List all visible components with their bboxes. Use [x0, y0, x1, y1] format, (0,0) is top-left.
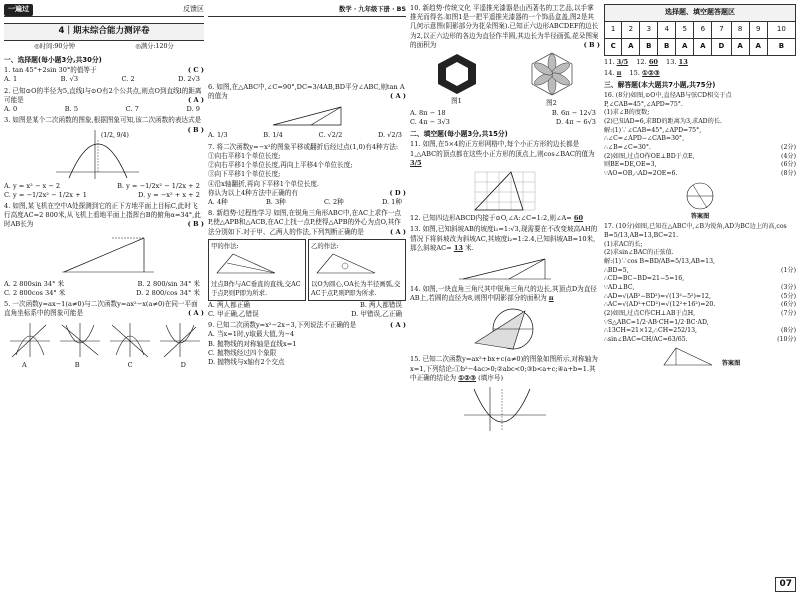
- key-answer: A: [694, 39, 712, 56]
- key-answer: D: [712, 39, 731, 56]
- question-text: 17. (10分)如图,已知在△ABC中,∠B为锐角,AD为BC边上的高,cos B=5/13,AB=13,BC=21.: [604, 223, 787, 240]
- step-row: [604, 170, 796, 179]
- points: (6分): [781, 161, 796, 169]
- option-d: D. 抛物线与x轴有2个交点: [208, 358, 285, 367]
- option-c: C. 2 800cos 34° 米: [4, 288, 66, 297]
- vertex-label: (1/2, 9/4): [100, 131, 129, 139]
- question-text: 11. 如图,在5×4的正方形网格中,每个小正方形的边长都是1,△ABC的顶点都在这些小正方形的顶点上,则cos∠BAC的值为: [410, 140, 595, 158]
- options: [208, 198, 406, 207]
- column-2: [208, 4, 406, 369]
- options: [208, 131, 406, 140]
- answer-blank: 3/5: [410, 158, 422, 167]
- answer-mark: ( B ): [187, 125, 204, 134]
- key-number: 8: [731, 22, 749, 39]
- key-answer: A: [622, 39, 640, 56]
- step: ∵AD⊥BC,: [604, 284, 635, 292]
- step-row: [604, 301, 796, 310]
- step: (2)已知AD=6,求BD的距离为3,求AD的长.: [604, 117, 722, 125]
- option-b: B. 5: [64, 105, 79, 114]
- option-a: A. 两人都正确: [208, 300, 250, 309]
- key-number: 9: [749, 22, 767, 39]
- key-number: 7: [712, 22, 731, 39]
- step-row: [604, 267, 796, 276]
- circle-triangle-figure: [465, 305, 545, 353]
- question-13: [410, 225, 600, 283]
- method-2: ②向右平移1个单位长度,再向上平移4个单位长度;: [208, 161, 353, 170]
- page-header: [4, 4, 204, 17]
- step: ∴13CH=21×12,∴CH=252/13,: [604, 327, 698, 335]
- step: ∴AC=√(AD²+CD²)=√(12²+16²)=20.: [604, 301, 716, 309]
- exam-info: [4, 43, 204, 52]
- fill-value: π: [616, 69, 622, 78]
- book-meta: 数学 · 九年级下册 · BS: [339, 5, 406, 13]
- question-2: [4, 87, 204, 115]
- question-6: [208, 83, 406, 141]
- step: ∴∠B=∠C=30°.: [604, 143, 651, 151]
- question-9: [208, 321, 406, 367]
- question-text: 2. 已知⊙O的半径为5,直线l与⊙O有2个公共点,则点O到直线l的距离可能是: [4, 86, 202, 104]
- question-4: [4, 202, 204, 298]
- question-text: 14. 如图,一块直角三角尺其中锐角三角尺的边长,其顶点D为直径AB上,若圆的直径为8,则图中阴影部分的面积为: [410, 285, 597, 303]
- column-3: [410, 4, 600, 435]
- question-text: 1. tan 45°+2sin 30°的值等于: [4, 66, 97, 75]
- fill-11: [604, 58, 628, 67]
- option-c: C. 抛物线经过四个象限: [208, 348, 277, 357]
- step: (2)求sin∠BAC的正弦值.: [604, 249, 674, 257]
- question-text: 8. 新趋势·过程性学习 如图,在锐角三角形ABC中,在AC上求作一点P,使△APB和△ACB,在AC上找一点P,使得△APB的外心为点O,其作法分别如下.对于甲、乙两人的作法,下列判断正确的是: [208, 209, 402, 236]
- options: [4, 280, 204, 289]
- question-3: [4, 116, 204, 200]
- answer-mark: ( A ): [390, 321, 406, 330]
- step-row: [604, 144, 796, 153]
- fill-value: ①②③: [642, 69, 660, 78]
- fill-label: 15.: [629, 69, 640, 78]
- question-17: [604, 223, 796, 368]
- step: ∵S△ABC=1/2·AB·CH=1/2·BC·AD,: [604, 318, 709, 326]
- parabola-figure: [51, 128, 141, 180]
- page-number: 07: [775, 577, 796, 592]
- option-b: B. 抛物线的对称轴是直线x=1: [208, 339, 297, 348]
- option-a: A. 0: [4, 105, 18, 114]
- key-answer: A: [676, 39, 694, 56]
- option-c: C. 2种: [323, 197, 344, 206]
- figure-row: [410, 50, 600, 108]
- points: (5分): [781, 292, 796, 300]
- options: [4, 191, 204, 200]
- key-number: 10: [767, 22, 795, 39]
- key-number: 4: [658, 22, 676, 39]
- step: 解:(1)∵cos B=BD/AB=5/13,AB=13,: [604, 258, 715, 266]
- option-a: A. 当x=1时,y取最大值,为−4: [208, 330, 295, 339]
- step: ∴BD=5,: [604, 266, 629, 274]
- options: [4, 75, 204, 84]
- step: ∵AO=OB,∴AD=2OE=6.: [604, 170, 678, 177]
- answer-mark: ( B ): [187, 220, 204, 229]
- step: ∴∠C=∠APD−∠CAB=30°,: [604, 135, 685, 143]
- fill-15: [629, 69, 659, 78]
- question-16: [604, 92, 796, 221]
- page-title: 4｜期末综合能力测评卷: [4, 23, 204, 41]
- option-d: D. 2 800/cos 34° 米: [136, 288, 200, 297]
- answer-mark: ( C ): [187, 66, 204, 75]
- option-a: A. 4种: [208, 197, 228, 206]
- triangle-figure-b: [311, 251, 381, 277]
- option-d: D. 甲错误,乙正确: [351, 309, 402, 318]
- key-number: 2: [622, 22, 640, 39]
- answer-circle-figure: [675, 181, 725, 211]
- key-answer: B: [640, 39, 658, 56]
- column-1: [4, 4, 204, 372]
- fill-label: 12.: [636, 58, 647, 66]
- option-a: A. 2 800sin 34° 米: [4, 279, 65, 288]
- question-tail: 米.: [465, 243, 474, 252]
- box-title: 甲的作法:: [211, 241, 239, 250]
- options: [4, 289, 204, 298]
- question-text: 3. 如图是某个二次函数的图象,根据图象可知,该二次函数的表达式是: [4, 116, 202, 125]
- method-boxes: [208, 239, 406, 301]
- step: (1)求AC的长;: [604, 240, 643, 248]
- answer-figure-caption: 答案图: [721, 360, 741, 368]
- figure-2: [527, 50, 577, 108]
- page-header-right: [208, 4, 406, 17]
- answer-mark: ( B ): [583, 40, 600, 49]
- option-a: A. 8π − 18: [410, 108, 446, 117]
- option-b: B. 6π − 12√3: [551, 108, 596, 117]
- options: [410, 118, 600, 127]
- option-b: B: [74, 360, 80, 369]
- step-row: [604, 336, 796, 345]
- fill-value: 3/5: [616, 58, 629, 66]
- fill-answers-row-2: [604, 69, 796, 78]
- options: [4, 361, 204, 370]
- method-3: ③向下平移1个单位长度;: [208, 170, 281, 179]
- option-d: D. y = −x² + x + 2: [138, 190, 200, 199]
- question-10: [410, 4, 600, 127]
- answer-figure-row: [604, 345, 796, 369]
- key-answer: A: [749, 39, 767, 56]
- option-c: C. 甲正确,乙错误: [208, 309, 259, 318]
- question-5: [4, 300, 204, 370]
- brand-logo: 一遍过: [4, 4, 33, 16]
- fill-label: 11.: [604, 58, 615, 66]
- option-c: C. 7: [125, 105, 139, 114]
- question-tail: 你认为以上4种方法中正确的有: [208, 188, 298, 197]
- points: (8分): [781, 170, 796, 177]
- method-4: ④沿x轴翻折,再向下平移1个单位长度.: [208, 179, 320, 188]
- key-number: 3: [640, 22, 658, 39]
- option-c: C. y = −1/2x² − 1/2x + 1: [4, 190, 87, 199]
- box-text: 以O为圆心,OA长为半径画弧,交AC于点P,则P即为所求.: [311, 279, 401, 297]
- key-answer: B: [658, 39, 676, 56]
- grid-figure: [470, 170, 540, 212]
- answer-blank: π: [548, 294, 554, 303]
- option-d: D. 4π − 6√3: [555, 117, 596, 126]
- fill-answers-row-1: [604, 58, 796, 67]
- fill-12: [636, 58, 658, 67]
- hexagon-box-figure: [434, 52, 480, 94]
- answer-mark: ( A ): [188, 309, 204, 318]
- column-4: [604, 4, 796, 371]
- key-answer: C: [605, 39, 622, 56]
- method-1: ①向右平移1个单位长度;: [208, 151, 281, 160]
- feedback-tag: 反馈区: [183, 5, 204, 14]
- options: [208, 310, 406, 319]
- key-number: 1: [605, 22, 622, 39]
- points: (3分): [781, 284, 796, 292]
- options: [410, 109, 600, 118]
- options: [4, 182, 204, 191]
- question-text: 6. 如图,在△ABC中,∠C=90°,DC=3/4AB,BD平分∠ABC,则tan A的值为: [208, 83, 405, 101]
- option-d: D. 9: [186, 105, 200, 114]
- flower-figure: [527, 50, 577, 96]
- method-box-a: [208, 239, 306, 301]
- step: ∴AD=√(AB²−BD²)=√(13²−5²)=12,: [604, 292, 711, 300]
- answer-mark: ( A ): [390, 227, 406, 236]
- question-12: [410, 214, 600, 223]
- fill-value: 13: [678, 58, 688, 66]
- step-row: [604, 284, 796, 293]
- full-score: ◎满分:120分: [135, 42, 174, 50]
- option-c: C. 2: [121, 75, 135, 84]
- question-text: 5. 一次函数y=ax−1(a≠0)与二次函数y=ax²−x(a≠0)在同一平面直角坐标系中的图象可能是: [4, 300, 198, 318]
- question-text: 12. 已知四边形ABCD内接于⊙O,∠A:∠C=1:2,则∠A=: [410, 214, 572, 223]
- section-solve: 三、解答题(本大题共7小题,共75分): [604, 81, 716, 90]
- option-d: D. √2/3: [377, 131, 402, 140]
- question-8: [208, 209, 406, 319]
- option-b: B. 2 800/sin 34° 米: [137, 279, 200, 288]
- key-number: 5: [676, 22, 694, 39]
- slope-figure: [455, 255, 555, 283]
- step: 解:(1)∵∠CAB=45°,∠APD=75°,: [604, 126, 702, 134]
- answer-blank: 60: [573, 214, 584, 223]
- key-answer: B: [767, 39, 795, 56]
- fill-value: 60: [648, 58, 658, 66]
- option-b: B. √3: [60, 75, 79, 84]
- option-a: A. y = x² − x − 2: [4, 181, 61, 190]
- box-title: 乙的作法:: [311, 241, 339, 250]
- step: ∴sin∠BAC=CH/AC=63/65.: [604, 336, 688, 344]
- fill-14: [604, 69, 621, 78]
- answer-mark: ( A ): [390, 92, 406, 101]
- option-a: A. 1: [4, 75, 18, 84]
- points: (7分): [781, 310, 796, 318]
- parabola-figure-2: [460, 385, 550, 433]
- question-text: 7. 将二次函数y=−x²的图象平移或翻折后经过点(1,0)有4种方法:: [208, 142, 399, 151]
- option-b: B. y = −1/2x² − 1/2x + 2: [117, 181, 200, 190]
- option-c: C. √2/2: [318, 131, 343, 140]
- answer-mark: ( D ): [389, 188, 406, 197]
- step: (2)如图,过点C作CH⊥AB于点H,: [604, 310, 696, 318]
- points: (10分): [777, 336, 796, 344]
- question-tail: (填序号): [478, 373, 504, 382]
- option-b: B. 3种: [265, 197, 286, 206]
- answer-blank: ①②③: [458, 373, 476, 382]
- option-c: C. 4π − 3√3: [410, 117, 450, 126]
- triangle-figure: [267, 103, 347, 129]
- answer-triangle-figure: [660, 345, 716, 369]
- fill-13: [666, 58, 688, 67]
- question-text: 15. 已知二次函数y=ax²+bx+c(a≠0)的图象如图所示,对称轴为x=1,下列结论:①b²−4ac>0;②abc<0;③b<a+c;④a+b=1.其中正确的结论为: [410, 355, 598, 382]
- option-a: A: [22, 360, 27, 369]
- step-row: [604, 310, 796, 319]
- step: 则BE=DE,OE=3,: [604, 161, 657, 169]
- question-1: [4, 66, 204, 84]
- section-fill: 二、填空题(每小题3分,共15分): [410, 129, 508, 138]
- figure-caption: 图1: [451, 97, 462, 106]
- question-14: [410, 285, 600, 353]
- fill-label: 14.: [604, 69, 615, 78]
- triangle-figure-a: [211, 251, 281, 277]
- options: [208, 301, 406, 310]
- step: ∴CD=BC−BD=21−5=16,: [604, 275, 685, 283]
- question-text: 10. 新趋势·传统文化 平遥推光漆器是山西著名的工艺品,以手掌推光而得名.如图1是一把平遥推光漆器的一个饰品盒盖,图2是其几何示意图(阴影部分为花朵图案).已知正六边形ABCDEF的边长为2,以正六边形的各边为直径作半圆,其边长为半径画弧,花朵图案的面积为: [410, 4, 599, 49]
- answer-key-title: 选择题、填空题答题区: [605, 5, 796, 22]
- option-d: D: [180, 360, 186, 369]
- answer-mark: ( A ): [188, 95, 204, 104]
- question-7: [208, 143, 406, 208]
- plane-figure: [44, 232, 164, 278]
- step-row: [604, 327, 796, 336]
- question-text: 9. 已知二次函数y=x²−2x−3,下列说法不正确的是: [208, 321, 357, 330]
- key-answer: A: [731, 39, 749, 56]
- answer-key-table: [604, 4, 796, 56]
- points: (8分): [781, 327, 796, 335]
- points: (1分): [781, 266, 796, 274]
- figure-1: [434, 52, 480, 106]
- option-b: B. 两人都错误: [359, 300, 402, 309]
- method-box-b: [308, 239, 406, 301]
- step: (2)如图,过点O作OE⊥BD于点E,: [604, 152, 695, 160]
- question-text: 13. 如图,已知斜坡AB的坡度i₁=1:√3,现需要在不改变坡高AH的情况下将斜坡改为斜坡AC,其坡度i₂=1:2.4,已知斜坡AB=10米,那么斜坡AC=: [410, 225, 598, 252]
- fill-label: 13.: [666, 58, 677, 66]
- figure-caption: 图2: [546, 99, 557, 108]
- time-limit: ◎时间:90分钟: [34, 42, 75, 50]
- answer-figure-caption: 答案图: [690, 212, 710, 220]
- key-number: 6: [694, 22, 712, 39]
- step: (1)求∠B的度数;: [604, 109, 650, 117]
- question-text: 4. 如图,某飞机在空中A处探测到它的正下方地平面上目标C,此时飞行高度AC=2 800米,从飞机上看地平面上指挥台B的俯角α=34°,此时AB长为: [4, 201, 201, 229]
- option-d: D. 1种: [381, 197, 402, 206]
- question-text: 16. (8分)如图,⊙O中,直径AB与弦CD相交于点P,∠CAB=45°,∠APD=75°.: [604, 91, 732, 108]
- question-11: [410, 140, 600, 212]
- option-c: C: [127, 360, 133, 369]
- answer-blank: 13: [453, 243, 464, 252]
- points: (4分): [781, 152, 796, 160]
- option-a: A. 1/3: [208, 131, 228, 140]
- question-15: [410, 355, 600, 433]
- points: (6分): [781, 301, 796, 309]
- option-b: B. 1/4: [263, 131, 283, 140]
- graph-options-figure: [6, 321, 202, 359]
- option-d: D. 2√3: [178, 75, 200, 84]
- section-choice: 一、选择题(每小题3分,共30分): [4, 55, 102, 64]
- options: [4, 105, 204, 114]
- step-row: [604, 161, 796, 170]
- box-text: 过点B作与AC垂直的直线,交AC于点P,则P即为所求.: [211, 279, 301, 297]
- points: (2分): [781, 143, 796, 151]
